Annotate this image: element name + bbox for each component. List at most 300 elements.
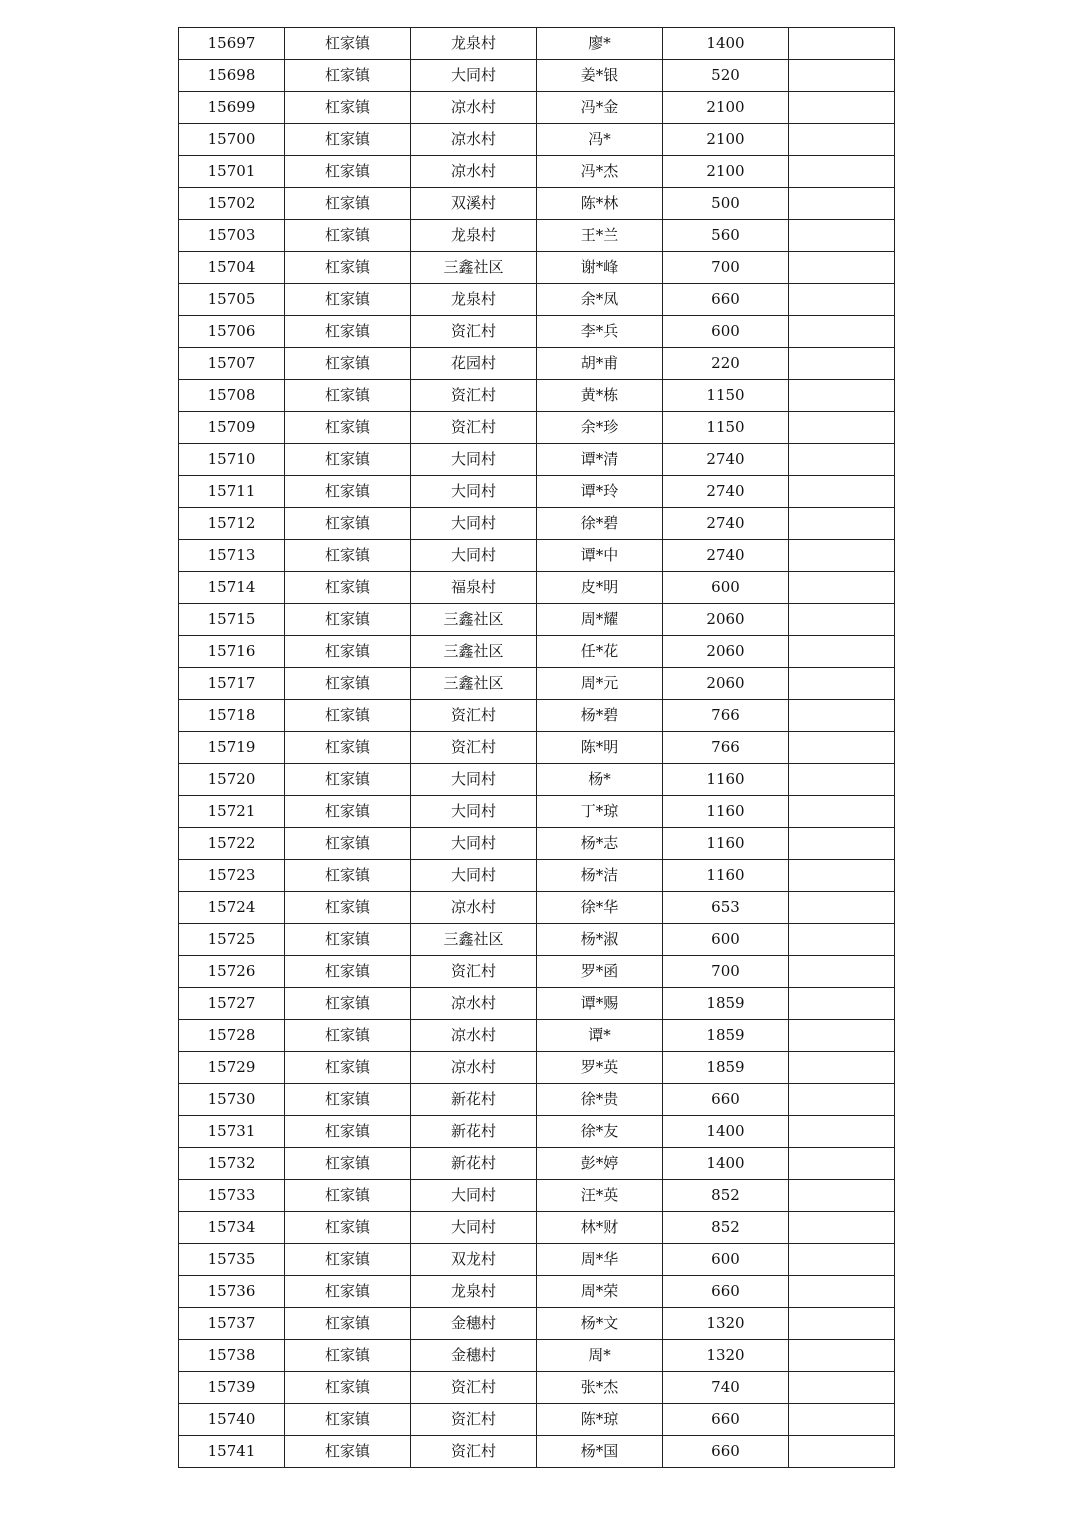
cell-amount: 520 — [663, 60, 789, 92]
cell-person-name: 汪*英 — [537, 1180, 663, 1212]
cell-amount: 766 — [663, 700, 789, 732]
cell-note — [789, 572, 895, 604]
cell-town: 杠家镇 — [285, 796, 411, 828]
cell-note — [789, 252, 895, 284]
cell-town: 杠家镇 — [285, 1244, 411, 1276]
cell-village: 双溪村 — [411, 188, 537, 220]
cell-town: 杠家镇 — [285, 92, 411, 124]
cell-amount: 1160 — [663, 796, 789, 828]
cell-person-name: 杨*志 — [537, 828, 663, 860]
table-row — [179, 540, 895, 572]
cell-person-name: 彭*婷 — [537, 1148, 663, 1180]
cell-person-name: 谢*峰 — [537, 252, 663, 284]
cell-village: 三鑫社区 — [411, 252, 537, 284]
cell-note — [789, 732, 895, 764]
cell-town: 杠家镇 — [285, 764, 411, 796]
cell-serial-number: 15702 — [179, 188, 285, 220]
table-row — [179, 1244, 895, 1276]
cell-village: 大同村 — [411, 764, 537, 796]
table-row — [179, 1020, 895, 1052]
table-row — [179, 764, 895, 796]
cell-amount: 600 — [663, 572, 789, 604]
cell-town: 杠家镇 — [285, 444, 411, 476]
cell-note — [789, 220, 895, 252]
cell-amount: 766 — [663, 732, 789, 764]
cell-person-name: 陈*琼 — [537, 1404, 663, 1436]
cell-village: 资汇村 — [411, 1372, 537, 1404]
cell-town: 杠家镇 — [285, 668, 411, 700]
cell-note — [789, 92, 895, 124]
cell-town: 杠家镇 — [285, 732, 411, 764]
cell-village: 大同村 — [411, 860, 537, 892]
cell-note — [789, 156, 895, 188]
table-row — [179, 892, 895, 924]
cell-town: 杠家镇 — [285, 188, 411, 220]
cell-town: 杠家镇 — [285, 636, 411, 668]
cell-note — [789, 124, 895, 156]
cell-serial-number: 15711 — [179, 476, 285, 508]
cell-town: 杠家镇 — [285, 572, 411, 604]
cell-note — [789, 444, 895, 476]
cell-town: 杠家镇 — [285, 316, 411, 348]
table-row — [179, 1084, 895, 1116]
cell-village: 凉水村 — [411, 92, 537, 124]
cell-person-name: 徐*碧 — [537, 508, 663, 540]
cell-town: 杠家镇 — [285, 1116, 411, 1148]
cell-amount: 2740 — [663, 540, 789, 572]
cell-serial-number: 15699 — [179, 92, 285, 124]
cell-amount: 660 — [663, 1404, 789, 1436]
cell-serial-number: 15733 — [179, 1180, 285, 1212]
table-row — [179, 508, 895, 540]
cell-amount: 1160 — [663, 828, 789, 860]
cell-village: 大同村 — [411, 1180, 537, 1212]
cell-note — [789, 956, 895, 988]
cell-note — [789, 380, 895, 412]
table-row — [179, 252, 895, 284]
cell-person-name: 周*荣 — [537, 1276, 663, 1308]
cell-person-name: 谭*清 — [537, 444, 663, 476]
cell-note — [789, 668, 895, 700]
cell-serial-number: 15718 — [179, 700, 285, 732]
cell-serial-number: 15723 — [179, 860, 285, 892]
cell-serial-number: 15738 — [179, 1340, 285, 1372]
cell-town: 杠家镇 — [285, 828, 411, 860]
cell-town: 杠家镇 — [285, 476, 411, 508]
cell-person-name: 陈*林 — [537, 188, 663, 220]
cell-person-name: 余*凤 — [537, 284, 663, 316]
cell-village: 双龙村 — [411, 1244, 537, 1276]
cell-town: 杠家镇 — [285, 412, 411, 444]
cell-town: 杠家镇 — [285, 1436, 411, 1468]
cell-serial-number: 15698 — [179, 60, 285, 92]
table-row — [179, 380, 895, 412]
cell-town: 杠家镇 — [285, 1372, 411, 1404]
cell-note — [789, 1340, 895, 1372]
cell-amount: 2740 — [663, 508, 789, 540]
cell-village: 资汇村 — [411, 316, 537, 348]
cell-amount: 1859 — [663, 1020, 789, 1052]
table-row — [179, 412, 895, 444]
cell-serial-number: 15697 — [179, 28, 285, 60]
cell-amount: 2740 — [663, 476, 789, 508]
table-row — [179, 348, 895, 380]
cell-note — [789, 1212, 895, 1244]
cell-serial-number: 15713 — [179, 540, 285, 572]
cell-note — [789, 476, 895, 508]
cell-person-name: 廖* — [537, 28, 663, 60]
table-row — [179, 1052, 895, 1084]
table-row — [179, 1404, 895, 1436]
cell-amount: 852 — [663, 1180, 789, 1212]
cell-amount: 220 — [663, 348, 789, 380]
cell-amount: 700 — [663, 956, 789, 988]
cell-person-name: 张*杰 — [537, 1372, 663, 1404]
cell-serial-number: 15710 — [179, 444, 285, 476]
table-row — [179, 1308, 895, 1340]
table-row — [179, 1436, 895, 1468]
cell-person-name: 皮*明 — [537, 572, 663, 604]
cell-town: 杠家镇 — [285, 380, 411, 412]
cell-person-name: 杨*国 — [537, 1436, 663, 1468]
cell-person-name: 陈*明 — [537, 732, 663, 764]
cell-amount: 2060 — [663, 636, 789, 668]
cell-person-name: 谭*赐 — [537, 988, 663, 1020]
cell-serial-number: 15734 — [179, 1212, 285, 1244]
cell-serial-number: 15741 — [179, 1436, 285, 1468]
cell-village: 三鑫社区 — [411, 604, 537, 636]
cell-village: 大同村 — [411, 60, 537, 92]
cell-village: 新花村 — [411, 1084, 537, 1116]
cell-person-name: 谭*玲 — [537, 476, 663, 508]
cell-town: 杠家镇 — [285, 60, 411, 92]
cell-note — [789, 348, 895, 380]
cell-town: 杠家镇 — [285, 1212, 411, 1244]
cell-person-name: 周*华 — [537, 1244, 663, 1276]
cell-serial-number: 15719 — [179, 732, 285, 764]
table-row — [179, 572, 895, 604]
cell-person-name: 冯* — [537, 124, 663, 156]
cell-amount: 1150 — [663, 412, 789, 444]
cell-note — [789, 1180, 895, 1212]
cell-serial-number: 15712 — [179, 508, 285, 540]
cell-note — [789, 796, 895, 828]
cell-person-name: 余*珍 — [537, 412, 663, 444]
cell-village: 龙泉村 — [411, 220, 537, 252]
cell-town: 杠家镇 — [285, 1020, 411, 1052]
cell-note — [789, 1436, 895, 1468]
cell-person-name: 任*花 — [537, 636, 663, 668]
cell-amount: 852 — [663, 1212, 789, 1244]
table-row — [179, 220, 895, 252]
table-row — [179, 92, 895, 124]
cell-amount: 500 — [663, 188, 789, 220]
cell-village: 大同村 — [411, 540, 537, 572]
table-row — [179, 124, 895, 156]
cell-amount: 1859 — [663, 1052, 789, 1084]
cell-serial-number: 15730 — [179, 1084, 285, 1116]
cell-village: 龙泉村 — [411, 28, 537, 60]
cell-amount: 1160 — [663, 860, 789, 892]
cell-note — [789, 1148, 895, 1180]
table-row — [179, 444, 895, 476]
table-row — [179, 1148, 895, 1180]
cell-town: 杠家镇 — [285, 1308, 411, 1340]
cell-serial-number: 15731 — [179, 1116, 285, 1148]
cell-town: 杠家镇 — [285, 508, 411, 540]
cell-person-name: 周* — [537, 1340, 663, 1372]
cell-village: 资汇村 — [411, 1436, 537, 1468]
cell-amount: 2060 — [663, 604, 789, 636]
table-row — [179, 316, 895, 348]
cell-note — [789, 700, 895, 732]
table-row — [179, 636, 895, 668]
table-row — [179, 1212, 895, 1244]
cell-serial-number: 15735 — [179, 1244, 285, 1276]
table-row — [179, 924, 895, 956]
cell-town: 杠家镇 — [285, 924, 411, 956]
data-table — [178, 27, 895, 1468]
cell-town: 杠家镇 — [285, 28, 411, 60]
cell-town: 杠家镇 — [285, 252, 411, 284]
table-row — [179, 828, 895, 860]
cell-person-name: 杨* — [537, 764, 663, 796]
cell-serial-number: 15721 — [179, 796, 285, 828]
cell-village: 大同村 — [411, 1212, 537, 1244]
cell-amount: 1150 — [663, 380, 789, 412]
cell-amount: 2100 — [663, 156, 789, 188]
cell-village: 资汇村 — [411, 380, 537, 412]
cell-village: 资汇村 — [411, 732, 537, 764]
cell-village: 大同村 — [411, 508, 537, 540]
cell-village: 龙泉村 — [411, 1276, 537, 1308]
cell-amount: 660 — [663, 1436, 789, 1468]
table-row — [179, 732, 895, 764]
table-row — [179, 1180, 895, 1212]
cell-person-name: 姜*银 — [537, 60, 663, 92]
cell-serial-number: 15707 — [179, 348, 285, 380]
cell-village: 福泉村 — [411, 572, 537, 604]
cell-person-name: 谭* — [537, 1020, 663, 1052]
cell-serial-number: 15725 — [179, 924, 285, 956]
cell-town: 杠家镇 — [285, 284, 411, 316]
cell-note — [789, 60, 895, 92]
cell-village: 凉水村 — [411, 892, 537, 924]
cell-serial-number: 15706 — [179, 316, 285, 348]
cell-village: 龙泉村 — [411, 284, 537, 316]
cell-village: 凉水村 — [411, 988, 537, 1020]
cell-town: 杠家镇 — [285, 860, 411, 892]
cell-note — [789, 284, 895, 316]
cell-village: 金穗村 — [411, 1308, 537, 1340]
table-row — [179, 1340, 895, 1372]
cell-person-name: 杨*洁 — [537, 860, 663, 892]
table-row — [179, 1372, 895, 1404]
cell-village: 新花村 — [411, 1116, 537, 1148]
table-row — [179, 1116, 895, 1148]
cell-person-name: 周*耀 — [537, 604, 663, 636]
cell-note — [789, 28, 895, 60]
cell-town: 杠家镇 — [285, 892, 411, 924]
cell-amount: 600 — [663, 1244, 789, 1276]
cell-person-name: 冯*金 — [537, 92, 663, 124]
cell-person-name: 丁*琼 — [537, 796, 663, 828]
cell-note — [789, 1276, 895, 1308]
table-row — [179, 188, 895, 220]
cell-town: 杠家镇 — [285, 1148, 411, 1180]
table-row — [179, 156, 895, 188]
cell-village: 新花村 — [411, 1148, 537, 1180]
cell-serial-number: 15737 — [179, 1308, 285, 1340]
table-row — [179, 988, 895, 1020]
cell-note — [789, 828, 895, 860]
cell-town: 杠家镇 — [285, 1180, 411, 1212]
cell-serial-number: 15722 — [179, 828, 285, 860]
cell-amount: 2100 — [663, 92, 789, 124]
cell-note — [789, 316, 895, 348]
table-row — [179, 956, 895, 988]
cell-serial-number: 15700 — [179, 124, 285, 156]
cell-amount: 660 — [663, 284, 789, 316]
cell-serial-number: 15728 — [179, 1020, 285, 1052]
cell-serial-number: 15739 — [179, 1372, 285, 1404]
cell-village: 资汇村 — [411, 1404, 537, 1436]
cell-town: 杠家镇 — [285, 124, 411, 156]
cell-village: 大同村 — [411, 444, 537, 476]
cell-serial-number: 15709 — [179, 412, 285, 444]
cell-note — [789, 1372, 895, 1404]
table-row — [179, 476, 895, 508]
cell-person-name: 周*元 — [537, 668, 663, 700]
table-row — [179, 668, 895, 700]
cell-person-name: 冯*杰 — [537, 156, 663, 188]
cell-person-name: 胡*甫 — [537, 348, 663, 380]
cell-town: 杠家镇 — [285, 540, 411, 572]
cell-amount: 660 — [663, 1084, 789, 1116]
cell-amount: 1400 — [663, 1116, 789, 1148]
cell-note — [789, 412, 895, 444]
cell-note — [789, 1116, 895, 1148]
cell-person-name: 罗*函 — [537, 956, 663, 988]
cell-town: 杠家镇 — [285, 156, 411, 188]
cell-town: 杠家镇 — [285, 956, 411, 988]
cell-village: 三鑫社区 — [411, 924, 537, 956]
cell-amount: 700 — [663, 252, 789, 284]
cell-note — [789, 636, 895, 668]
cell-person-name: 徐*华 — [537, 892, 663, 924]
cell-amount: 2740 — [663, 444, 789, 476]
cell-person-name: 杨*文 — [537, 1308, 663, 1340]
cell-town: 杠家镇 — [285, 604, 411, 636]
cell-town: 杠家镇 — [285, 1340, 411, 1372]
cell-note — [789, 540, 895, 572]
cell-note — [789, 892, 895, 924]
cell-village: 三鑫社区 — [411, 668, 537, 700]
cell-serial-number: 15724 — [179, 892, 285, 924]
cell-town: 杠家镇 — [285, 1404, 411, 1436]
cell-village: 三鑫社区 — [411, 636, 537, 668]
cell-amount: 560 — [663, 220, 789, 252]
cell-serial-number: 15708 — [179, 380, 285, 412]
cell-serial-number: 15705 — [179, 284, 285, 316]
cell-serial-number: 15732 — [179, 1148, 285, 1180]
cell-amount: 600 — [663, 924, 789, 956]
cell-amount: 740 — [663, 1372, 789, 1404]
cell-village: 凉水村 — [411, 124, 537, 156]
cell-amount: 653 — [663, 892, 789, 924]
cell-village: 凉水村 — [411, 156, 537, 188]
cell-serial-number: 15729 — [179, 1052, 285, 1084]
cell-note — [789, 604, 895, 636]
table-row — [179, 284, 895, 316]
cell-amount: 1400 — [663, 28, 789, 60]
cell-serial-number: 15726 — [179, 956, 285, 988]
cell-serial-number: 15701 — [179, 156, 285, 188]
cell-serial-number: 15714 — [179, 572, 285, 604]
cell-town: 杠家镇 — [285, 348, 411, 380]
cell-serial-number: 15715 — [179, 604, 285, 636]
table-row — [179, 604, 895, 636]
cell-town: 杠家镇 — [285, 1052, 411, 1084]
cell-note — [789, 924, 895, 956]
cell-amount: 600 — [663, 316, 789, 348]
cell-person-name: 徐*贵 — [537, 1084, 663, 1116]
cell-note — [789, 860, 895, 892]
cell-note — [789, 1404, 895, 1436]
cell-amount: 2060 — [663, 668, 789, 700]
cell-person-name: 罗*英 — [537, 1052, 663, 1084]
cell-amount: 1859 — [663, 988, 789, 1020]
table-row — [179, 796, 895, 828]
cell-person-name: 杨*碧 — [537, 700, 663, 732]
cell-town: 杠家镇 — [285, 700, 411, 732]
cell-note — [789, 764, 895, 796]
cell-person-name: 林*财 — [537, 1212, 663, 1244]
cell-village: 大同村 — [411, 828, 537, 860]
cell-note — [789, 508, 895, 540]
table-row — [179, 60, 895, 92]
cell-serial-number: 15720 — [179, 764, 285, 796]
cell-village: 大同村 — [411, 476, 537, 508]
cell-village: 花园村 — [411, 348, 537, 380]
cell-note — [789, 1020, 895, 1052]
cell-town: 杠家镇 — [285, 1276, 411, 1308]
cell-serial-number: 15740 — [179, 1404, 285, 1436]
cell-amount: 1400 — [663, 1148, 789, 1180]
cell-amount: 1320 — [663, 1308, 789, 1340]
table-row — [179, 28, 895, 60]
cell-serial-number: 15716 — [179, 636, 285, 668]
cell-serial-number: 15727 — [179, 988, 285, 1020]
cell-note — [789, 1084, 895, 1116]
cell-village: 资汇村 — [411, 700, 537, 732]
cell-amount: 1320 — [663, 1340, 789, 1372]
cell-amount: 2100 — [663, 124, 789, 156]
cell-town: 杠家镇 — [285, 1084, 411, 1116]
cell-person-name: 杨*淑 — [537, 924, 663, 956]
cell-note — [789, 988, 895, 1020]
cell-town: 杠家镇 — [285, 220, 411, 252]
table-row — [179, 860, 895, 892]
cell-serial-number: 15703 — [179, 220, 285, 252]
cell-town: 杠家镇 — [285, 988, 411, 1020]
cell-village: 资汇村 — [411, 956, 537, 988]
cell-village: 凉水村 — [411, 1052, 537, 1084]
table-row — [179, 700, 895, 732]
cell-serial-number: 15704 — [179, 252, 285, 284]
cell-village: 大同村 — [411, 796, 537, 828]
cell-note — [789, 1308, 895, 1340]
